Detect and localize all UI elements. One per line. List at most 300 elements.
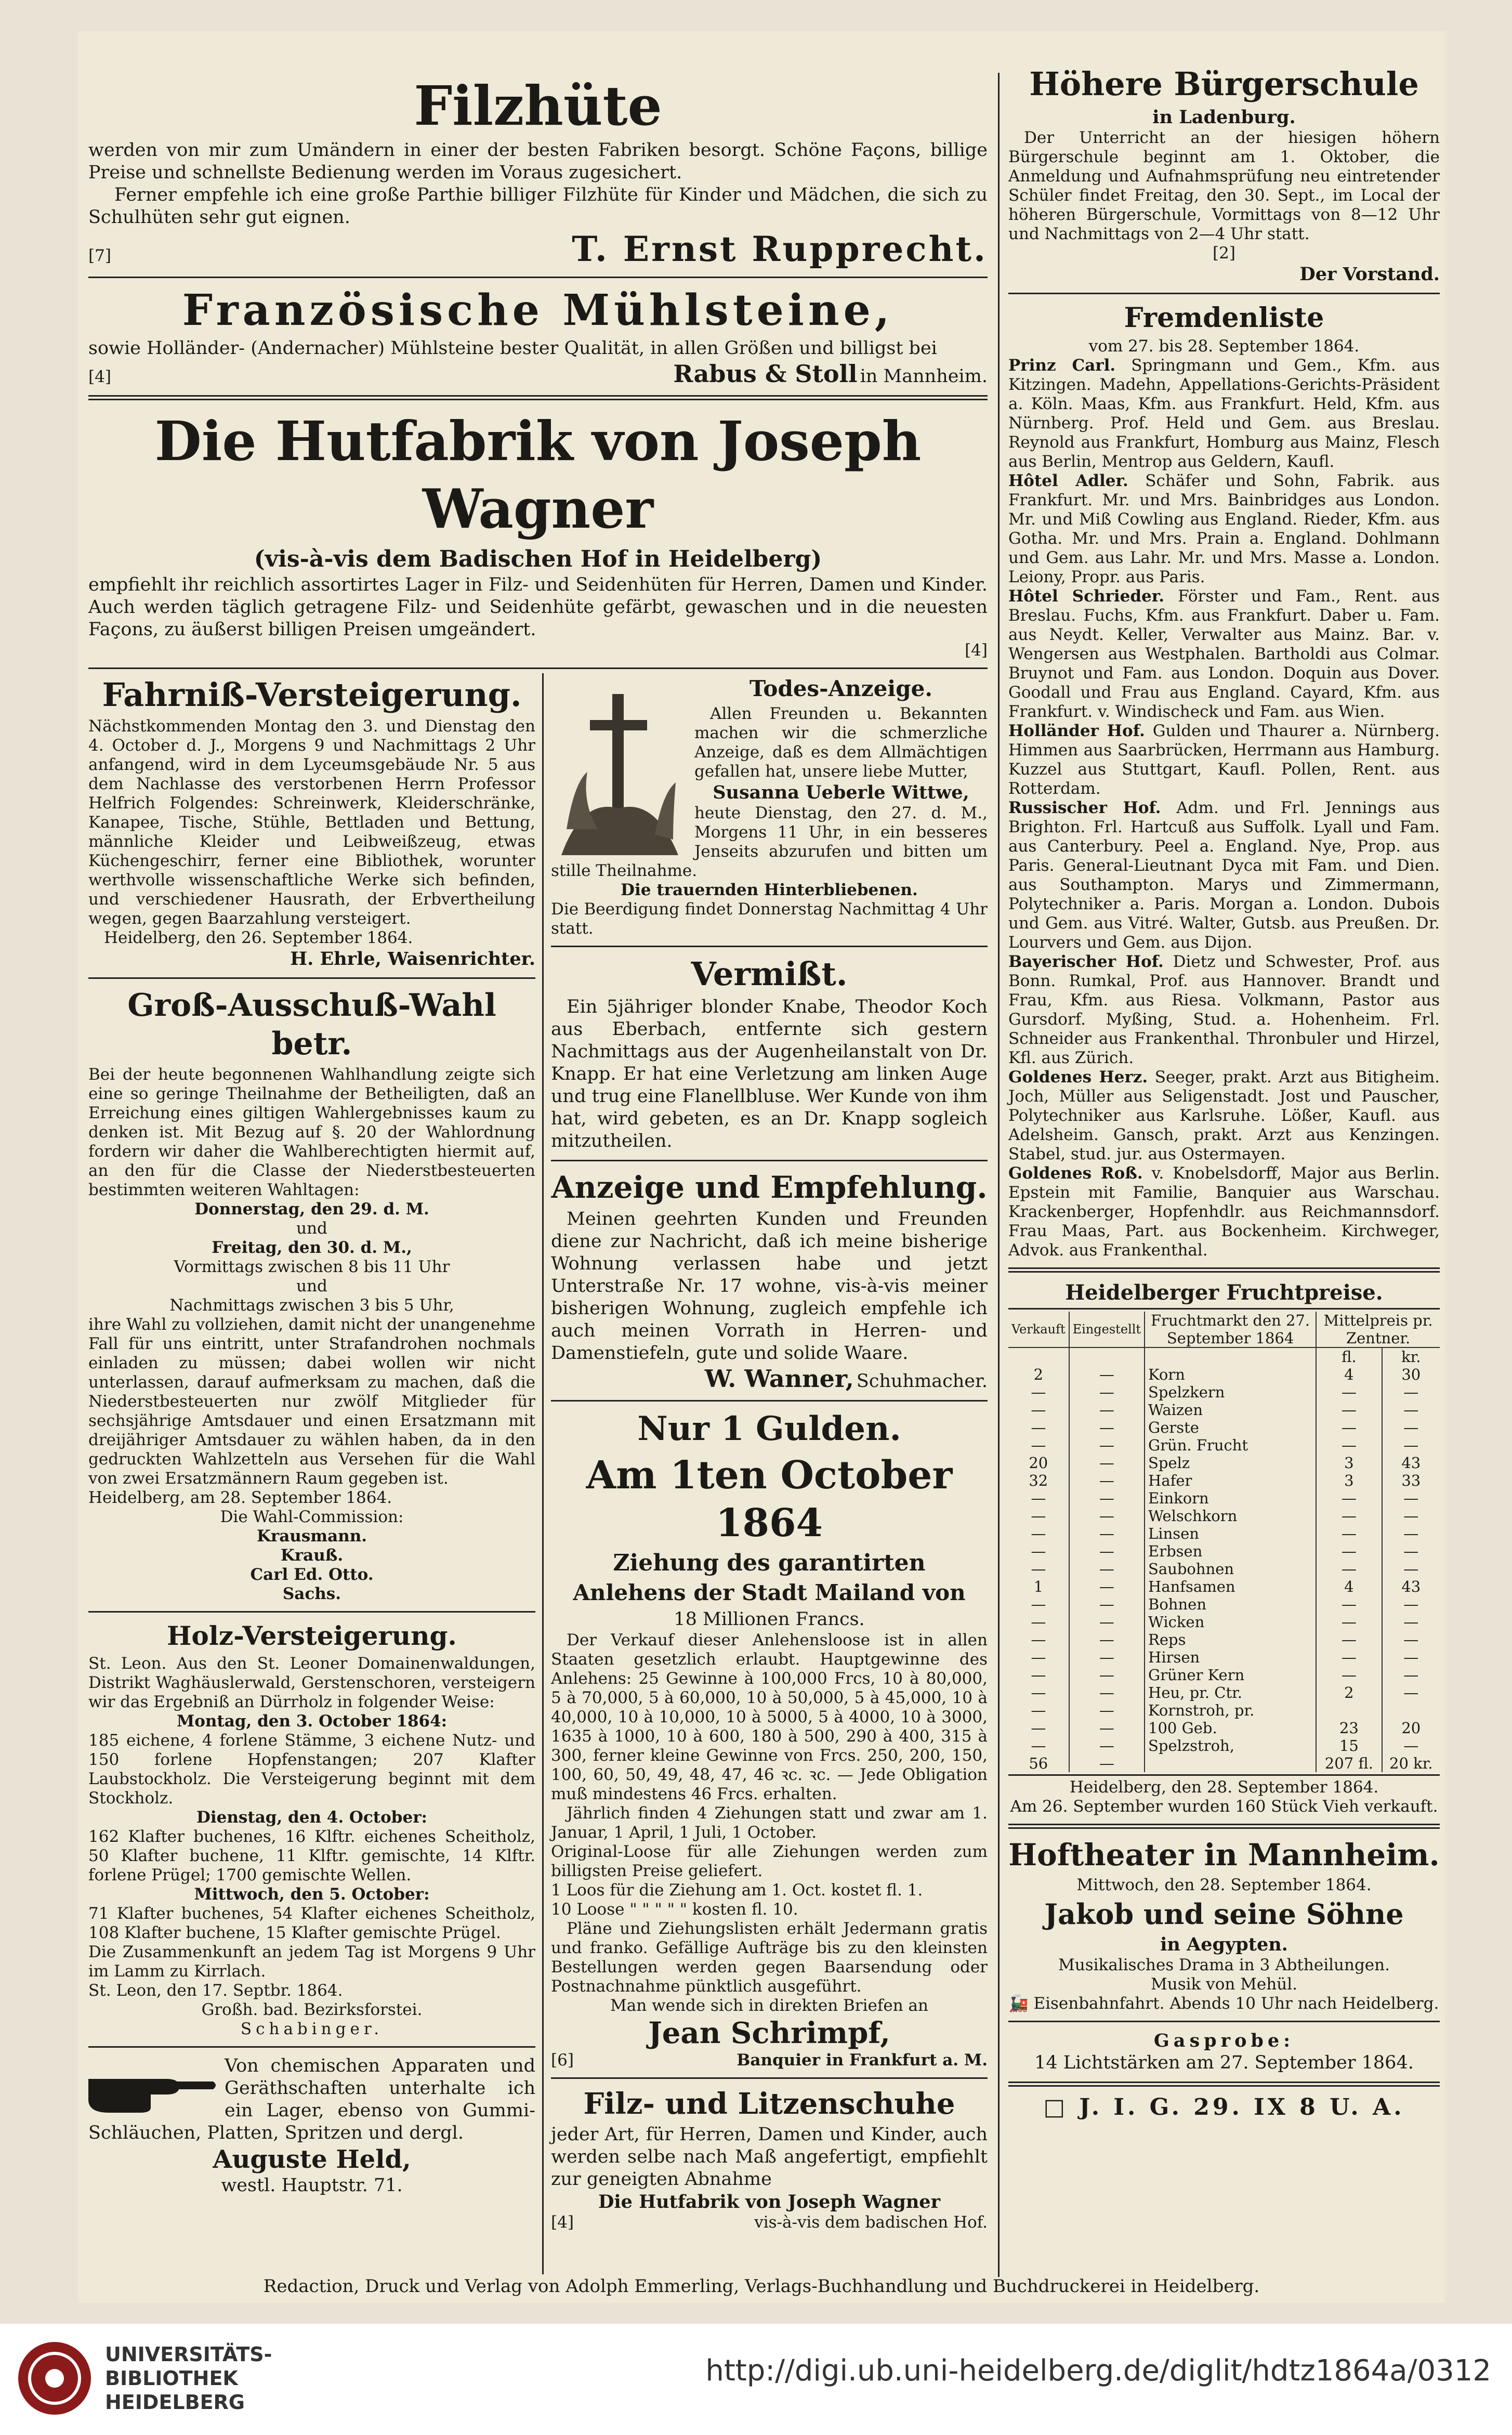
ad-text: 1 Loos für die Ziehung am 1. Oct. kostet fl. 1. <box>551 1881 923 1900</box>
table-cell: — <box>1403 1383 1419 1401</box>
table-cell: 3 <box>1316 1472 1382 1489</box>
table-cell: — <box>1008 1525 1069 1542</box>
table-cell: — <box>1069 1472 1145 1489</box>
table-cell: Spelz <box>1145 1454 1316 1472</box>
ad-text: Jährlich finden 4 Ziehungen statt und zwar am 1. Januar, 1 April, 1 Juli, 1 October. <box>551 1804 988 1842</box>
list-item <box>1008 356 1440 472</box>
hotel-name: Hôtel Schrieder. <box>1008 587 1165 606</box>
ad-title: Vermißt. <box>691 955 848 993</box>
table-row <box>1008 1436 1440 1454</box>
divider <box>88 667 988 669</box>
ad-day: Donnerstag, den 29. d. M. <box>194 1200 429 1219</box>
table-row <box>1008 1755 1440 1772</box>
ad-title: Groß-Ausschuß-Wahl betr. <box>127 987 496 1062</box>
table-cell: 100 Geb. <box>1145 1719 1316 1737</box>
ad-anzeige <box>551 1169 988 1393</box>
ad-name: Sachs. <box>282 1585 341 1603</box>
table-cell: — <box>1008 1613 1069 1631</box>
table-header: Mittelpreis pr. Zentner. <box>1316 1312 1440 1347</box>
ad-day: Dienstag, den 4. October: <box>196 1808 427 1827</box>
table-cell: Waizen <box>1145 1401 1316 1419</box>
ad-rail: 🚂 Eisenbahnfahrt. Abends 10 Uhr nach Heidelberg. <box>1008 1994 1439 2013</box>
divider <box>1008 1308 1440 1310</box>
grave-cross-illustration <box>551 678 686 855</box>
ad-lotterie <box>551 1409 988 2070</box>
table-cell: — <box>1403 1560 1419 1578</box>
ad-title: Französische Mühlsteine, <box>182 285 894 335</box>
table-cell: — <box>1069 1401 1145 1419</box>
ad-day: Freitag, den 30. d. M., <box>212 1238 412 1257</box>
ad-signature: Auguste Held, <box>213 2145 411 2174</box>
ad-vermisst <box>551 954 988 1153</box>
table-header-row <box>1008 1312 1440 1347</box>
ad-heading: Am 1ten October 1864 <box>586 1453 953 1546</box>
table-header: Verkauft <box>1008 1312 1069 1347</box>
ad-text: Der Verkauf dieser Anlehensloose ist in allen Staaten gesetzlich erlaubt. Hauptgewinne des Anlehens: 25 Gewinne à 100,000 Frcs, 10 à 80,000, 5 à 70,000, 5 à 60,000, 10 à 50,000, 5 à 45,000, 10 à 40,000, 10 à 10,000, 10 à 5000, 5 à 4000, 10 à 3000, 1635 à 1000, 10 à 600, 180 à 500, 290 à 400, 315 à 300, ferner kleine Gewinne von Frcs. 250, 200, 150, 100, 60, 50, 49, 48, 47, 46 ꝛc. ꝛc. — Jede Obligation muß mindestens 46 Frcs. erhalten. <box>551 1631 988 1803</box>
divider <box>1008 1774 1440 1776</box>
hotel-name: Hôtel Adler. <box>1008 472 1128 490</box>
ad-name: Krausmann. <box>256 1527 367 1546</box>
ad-place: in Mannheim. <box>860 366 988 387</box>
ad-title: Filz- und Litzenschuhe <box>583 2087 955 2121</box>
table-row <box>1008 1542 1440 1560</box>
left-subcolumn <box>88 673 535 2197</box>
table-cell: — <box>1316 1419 1382 1436</box>
ad-name: Schabinger. <box>240 2020 384 2038</box>
divider <box>1008 293 1440 294</box>
table-cell <box>1145 1755 1316 1772</box>
list-title: Fremdenliste <box>1124 302 1324 334</box>
table-row <box>1008 1578 1440 1595</box>
play-subtitle: in Aegypten. <box>1160 1934 1288 1955</box>
table-cell: — <box>1403 1631 1419 1648</box>
table-cell: 43 <box>1401 1454 1421 1472</box>
ad-gasprobe <box>1008 2030 1440 2074</box>
list-item <box>1008 472 1440 587</box>
right-column <box>1008 62 1440 2282</box>
divider <box>88 2046 535 2048</box>
table-row <box>1008 1366 1440 1383</box>
ad-title: Hoftheater in Mannheim. <box>1008 1837 1440 1873</box>
table-cell: — <box>1008 1737 1069 1755</box>
table-row <box>1008 1684 1440 1701</box>
table-cell <box>1316 1701 1382 1719</box>
ad-signature: H. Ehrle, Waisenrichter. <box>290 948 535 970</box>
ad-address: westl. Hauptstr. 71. <box>221 2175 403 2196</box>
table-cell: Wicken <box>1145 1613 1316 1631</box>
table-cell: 207 fl. <box>1316 1755 1382 1772</box>
table-cell: 4 <box>1316 1366 1382 1383</box>
ad-name: Susanna Ueberle Wittwe, <box>713 782 969 803</box>
table-cell: 2 <box>1008 1366 1069 1383</box>
table-cell: — <box>1069 1525 1145 1542</box>
table-cell: 23 <box>1316 1719 1382 1737</box>
table-row <box>1008 1525 1440 1542</box>
ad-signature: Die Hutfabrik von Joseph Wagner <box>598 2191 941 2213</box>
table-cell: — <box>1008 1489 1069 1507</box>
table-row <box>1008 1454 1440 1472</box>
permalink[interactable]: http://digi.ub.uni-heidelberg.de/diglit/hdtz1864a/0312 <box>705 2354 1491 2388</box>
ad-title: Filzhüte <box>414 74 662 138</box>
table-cell: — <box>1403 1436 1419 1454</box>
table-cell: — <box>1069 1560 1145 1578</box>
table-cell: — <box>1008 1631 1069 1648</box>
table-cell: — <box>1316 1666 1382 1684</box>
list-item <box>1008 1068 1440 1164</box>
list-item <box>1008 1164 1440 1260</box>
ad-text: St. Leon. Aus den St. Leoner Domainenwaldungen, Distrikt Waghäuslerwald, Gerstenschoren, versteigern wir das Ergebniß an Dürrholz in folgender Weise: <box>88 1654 535 1711</box>
table-cell: — <box>1069 1578 1145 1595</box>
ad-text: Von chemischen Apparaten und Geräthschaften unterhalte ich ein Lager, ebenso von Gummi-Schläuchen, Platten, Spritzen und dergl. <box>88 2056 535 2143</box>
table-cell: Kornstroh, pr. <box>1145 1701 1316 1719</box>
ad-hutfabrik <box>88 408 988 660</box>
ad-held <box>88 2055 535 2197</box>
table-cell: 43 <box>1401 1578 1421 1595</box>
table-row <box>1008 1472 1440 1489</box>
table-cell: Spelzstroh, <box>1145 1737 1316 1755</box>
table-row <box>1008 1613 1440 1631</box>
table-cell: — <box>1316 1489 1382 1507</box>
library-name: UNIVERSITÄTS- <box>105 2343 272 2366</box>
ad-text: 162 Klafter buchenes, 16 Klftr. eichenes Scheitholz, 50 Klafter buchene, 11 Klftr. gemischte, 14 Klftr. forlene Prügel; 1700 gemischte Wellen. <box>88 1827 535 1884</box>
table-date: Heidelberg, den 28. September 1864. <box>1069 1778 1379 1797</box>
ad-number: [4] <box>551 2213 574 2232</box>
table-cell: — <box>1403 1542 1419 1560</box>
ad-text: empfiehlt ihr reichlich assortirtes Lager in Filz- und Seidenhüten für Herren, Damen und Kinder. Auch werden täglich getragene Filz- und Seidenhüte gefärbt, gewaschen und in die neuesten Façons, zu äußerst billigen Preisen umgeändert. <box>88 574 988 640</box>
main-columns <box>88 31 988 2282</box>
hotel-name: Goldenes Roß. <box>1008 1164 1143 1183</box>
table-row <box>1008 1401 1440 1419</box>
column-rule <box>542 673 544 2274</box>
table-cell: — <box>1008 1595 1069 1613</box>
table-cell: — <box>1069 1737 1145 1755</box>
ad-role: Schuhmacher. <box>856 1371 988 1392</box>
ad-buergerschule <box>1008 64 1440 285</box>
ad-title: Todes-Anzeige. <box>750 676 932 701</box>
table-cell: 15 <box>1316 1737 1382 1755</box>
table-title: Heidelberger Fruchtpreise. <box>1065 1280 1383 1305</box>
table-cell: Saubohnen <box>1145 1560 1316 1578</box>
table-cell: Heu, pr. Ctr. <box>1145 1684 1316 1701</box>
table-cell: — <box>1008 1666 1069 1684</box>
ad-title: Fahrniß-Versteigerung. <box>102 676 522 714</box>
table-row <box>1008 1631 1440 1648</box>
ad-number: [2] <box>1213 244 1235 263</box>
table-cell: — <box>1403 1401 1419 1419</box>
table-header: Eingestellt <box>1069 1312 1145 1347</box>
ad-title: Gasprobe: <box>1153 2030 1295 2051</box>
table-cell: — <box>1403 1666 1419 1684</box>
list-item <box>1008 587 1440 722</box>
ad-date: Mittwoch, den 28. September 1864. <box>1076 1876 1372 1894</box>
hotel-name: Russischer Hof. <box>1008 798 1161 817</box>
unit-label: fl. <box>1316 1347 1382 1366</box>
ad-heading: 18 Millionen Francs. <box>674 1609 865 1630</box>
ad-filzhuete <box>88 31 988 269</box>
ad-day: Nachmittags zwischen 3 bis 5 Uhr, <box>169 1296 454 1315</box>
table-row <box>1008 1719 1440 1737</box>
table-row <box>1008 1507 1440 1525</box>
ad-address: vis-à-vis dem badischen Hof. <box>754 2213 988 2232</box>
table-cell: Bohnen <box>1145 1595 1316 1613</box>
list-item <box>1008 952 1440 1068</box>
ad-hoftheater <box>1008 1836 1440 2013</box>
guest-text: Schäfer und Sohn, Fabrik. aus Frankfurt. Mr. und Mrs. Bainbridges aus London. Mr. und Miß Cowling aus England. Rieder, Kfm. aus Gotha. Mr. und Mrs. Prain a. England. Dohlmann und Gem. aus Lahr. Mr. und Mrs. Masse a. London. Leiony, Propr. aus Paris. <box>1008 472 1440 586</box>
ad-text: 185 eichene, 4 forlene Stämme, 3 eichene Nutz- und 150 forlene Hopfenstangen; 207 Klafter Laubstockholz. Die Versteigerung beginnt mit dem Stockholz. <box>88 1731 535 1808</box>
ad-text: Nächstkommenden Montag den 3. und Dienstag den 4. October d. J., Morgens 9 und Nachmittags 2 Uhr anfangend, wird in dem Lyceumsgebäude Nr. 5 aus dem Nachlasse des verstorbenen Herrn Professor Helfrich Folgendes: Schreinwerk, Kleiderschränke, Kanapee, Tische, Stühle, Bettladen und Bettung, männliche Kleider und Leibweißzeug, etwas Küchengeschirr, ferner eine Bibliothek, worunter werthvolle wissenschaftliche Werke sich befinden, und verschiedener Hausrath, der Erbvertheilung wegen, gegen Baarzahlung versteigert. <box>88 717 535 928</box>
ad-signature: Die trauernden Hinterbliebenen. <box>621 881 918 899</box>
ad-text: 71 Klafter buchenes, 54 Klafter eichenes Scheitholz, 108 Klafter buchene, 15 Klafter gemischte Prügel. <box>88 1904 535 1942</box>
table-cell: Reps <box>1145 1631 1316 1648</box>
table-row <box>1008 1648 1440 1666</box>
table-cell: — <box>1316 1507 1382 1525</box>
column-rule <box>998 73 1000 2277</box>
play-genre: Musikalisches Drama in 3 Abtheilungen. <box>1058 1956 1390 1974</box>
ad-signature: Der Vorstand. <box>1299 264 1440 285</box>
train-icon: 🚂 <box>1008 1994 1034 2013</box>
table-cell: 2 <box>1316 1684 1382 1701</box>
table-cell: — <box>1069 1507 1145 1525</box>
table-cell: — <box>1069 1595 1145 1613</box>
table-cell: Welschkorn <box>1145 1507 1316 1525</box>
imprint: Redaction, Druck und Verlag von Adolph Emmerling, Verlags-Buchhandlung und Buchdruckerei in Heidelberg. <box>263 2276 1260 2297</box>
table-cell: 20 <box>1008 1454 1069 1472</box>
hotel-name: Prinz Carl. <box>1008 356 1116 375</box>
ad-day: Mittwoch, den 5. October: <box>194 1885 430 1904</box>
ad-text: Meinen geehrten Kunden und Freunden diene zur Nachricht, daß ich meine bisherige Wohnung verlassen habe und jetzt Unterstraße Nr. 17 wohne, vis-à-vis meiner bisherigen Wohnung, zugleich empfehle ich auch meinen Vorrath in Herren- und Damenstiefeln, gute und solide Waare. <box>551 1209 988 1364</box>
masonic-code: □ J. I. G. 29. IX 8 U. A. <box>1043 2094 1405 2120</box>
table-cell: — <box>1008 1560 1069 1578</box>
ad-day: Vormittags zwischen 8 bis 11 Uhr <box>174 1258 450 1276</box>
table-cell: — <box>1069 1454 1145 1472</box>
ad-authority: Großh. bad. Bezirksforstei. <box>201 2000 423 2019</box>
ad-text: Der Unterricht an der hiesigen höhern Bürgerschule beginnt am 1. Oktober, die Anmeldung und Aufnahmsprüfung neu eintretender Schüler findet Freitag, den 30. Sept., im Local der höheren Bürgerschule, Vormittags von 8—12 Uhr und Nachmittags von 2—4 Uhr statt. <box>1008 128 1440 243</box>
table-cell: — <box>1069 1613 1145 1631</box>
table-note: Am 26. September wurden 160 Stück Vieh verkauft. <box>1010 1797 1438 1816</box>
divider <box>88 395 988 400</box>
table-cell: — <box>1008 1436 1069 1454</box>
table-cell: — <box>1069 1755 1145 1772</box>
library-footer <box>0 2324 1512 2435</box>
table-cell: — <box>1316 1525 1382 1542</box>
ad-title: Holz-Versteigerung. <box>167 1620 457 1651</box>
table-cell: — <box>1008 1419 1069 1436</box>
table-cell: — <box>1008 1401 1069 1419</box>
table-units-row <box>1008 1347 1440 1366</box>
table-cell: 56 <box>1008 1755 1069 1772</box>
ad-number: [4] <box>965 641 988 660</box>
library-name: BIBLIOTHEK <box>105 2367 238 2390</box>
ad-number: [4] <box>88 368 111 386</box>
ad-text: Pläne und Ziehungslisten erhält Jedermann gratis und franko. Gefällige Aufträge bis zu den kleinsten Bestellungen werden gegen Baarsendung oder Postnachnahme pünktlich ausgeführt. <box>551 1919 988 1996</box>
table-cell: — <box>1403 1648 1419 1666</box>
ad-text: Allen Freunden u. Bekannten machen wir die schmerzliche Anzeige, daß es dem Allmächtigen gefallen hat, unsere liebe Mutter, <box>694 704 988 781</box>
ad-heading: Ziehung des garantirten <box>613 1550 926 1576</box>
ad-text: heute Dienstag, den 27. d. M., Morgens 11 Uhr, in ein besseres Jenseits abzurufen und bitten um stille Theilnahme. <box>551 804 988 880</box>
table-row <box>1008 1666 1440 1684</box>
table-cell: — <box>1316 1613 1382 1631</box>
right-subcolumn <box>551 673 988 2232</box>
table-cell: — <box>1316 1436 1382 1454</box>
ad-number: [7] <box>88 246 111 265</box>
ad-day: Montag, den 3. October 1864: <box>176 1712 448 1731</box>
table-cell: — <box>1008 1684 1069 1701</box>
ad-fahrniss <box>88 675 535 970</box>
list-item <box>1008 798 1440 952</box>
table-cell: Hirsen <box>1145 1648 1316 1666</box>
divider <box>551 1400 988 1402</box>
table-row <box>1008 1701 1440 1719</box>
table-cell: — <box>1008 1383 1069 1401</box>
play-music: Musik von Mehül. <box>1151 1975 1297 1994</box>
divider <box>551 2077 988 2079</box>
divider <box>88 277 988 278</box>
ad-day: und <box>296 1277 327 1295</box>
table-cell: — <box>1069 1542 1145 1560</box>
ad-text: Man wende sich in direkten Briefen an <box>610 1996 928 2015</box>
price-table <box>1008 1312 1440 1772</box>
ad-signature: T. Ernst Rupprecht. <box>572 229 988 269</box>
ad-text: 10 Loose " " " " " kosten fl. 10. <box>551 1900 798 1919</box>
table-header: Fruchtmarkt den 27. September 1864 <box>1145 1312 1316 1347</box>
price-table-body <box>1008 1366 1440 1772</box>
table-cell: — <box>1069 1631 1145 1648</box>
ad-number: [6] <box>551 2051 574 2070</box>
table-cell: — <box>1069 1719 1145 1737</box>
guest-text: Dietz und Schwester, Prof. aus Bonn. Rumkal, Prof. aus Hannover. Brandt und Frau, Kfm. aus Riesa. Volkmann, Pastor aus Gursdorf. Myßing, Stud. a. Hohenheim. Frl. Schneider aus Frankenthal. Thronbuler und Hirzel, Kfl. aus Zürich. <box>1008 952 1440 1067</box>
ad-text: Bei der heute begonnenen Wahlhandlung zeigte sich eine so geringe Theilnahme der Betheiligten, daß an Erreichung eines giltigen Wahlergebnisses kaum zu denken ist. Mit Bezug auf §. 20 der Wahlordnung fordern wir daher die Wahlberechtigten hiermit auf, an den für die Classe der Niederstbesteuerten bestimmten weiteren Wahltagen: <box>88 1065 535 1199</box>
ad-heading: Nur 1 Gulden. <box>637 1409 901 1448</box>
ad-todes <box>551 675 988 938</box>
table-row <box>1008 1383 1440 1401</box>
table-cell: Grüner Kern <box>1145 1666 1316 1684</box>
table-cell: — <box>1069 1383 1145 1401</box>
table-cell: — <box>1008 1507 1069 1525</box>
table-cell: — <box>1316 1542 1382 1560</box>
table-cell: — <box>1403 1613 1419 1631</box>
table-cell: — <box>1403 1737 1419 1755</box>
ad-title: Die Hutfabrik von Joseph Wagner <box>154 409 922 541</box>
list-dates: vom 27. bis 28. September 1864. <box>1088 337 1360 356</box>
library-logo[interactable] <box>16 2339 272 2417</box>
guest-text: Förster und Fam., Rent. aus Breslau. Fuchs, Kfm. aus Frankfurt. Daber u. Fam. aus Neydt. Keller, Verwalter aus Mainz. Bar. v. Wengersen aus Westphalen. Bartholdi aus Colmar. Bruynot und Fam. aus London. Doquin aus Dover. Goodall und Frau aus England. Cayard, Kfm. aus Frankfurt. v. Windischeck und Fam. aus Wien. <box>1008 587 1440 721</box>
table-cell: — <box>1008 1648 1069 1666</box>
ad-text: ihre Wahl zu vollziehen, damit nicht der unangenehme Fall für uns eintritt, unter Strafandrohen nochmals einladen zu müssen; dabei wollen wir nicht unterlassen, darauf aufmerksam zu machen, daß die Niederstbesteuerten nur zwölf Mitglieder für sechsjährige Amtsdauer und einen Ersatzmann mit dreijähriger Amtsdauer zu wählen haben, da in den gedruckten Wahlzetteln aus Versehen für die Wahl von zwei Ersatzmännern Raum gegeben ist. <box>88 1315 535 1488</box>
table-cell: Linsen <box>1145 1525 1316 1542</box>
table-cell: — <box>1403 1489 1419 1507</box>
ad-commission: Die Wahl-Commission: <box>220 1508 404 1526</box>
ad-signature: W. Wanner, <box>704 1365 854 1393</box>
table-cell: 33 <box>1401 1472 1421 1489</box>
university-seal-icon <box>16 2339 94 2417</box>
table-cell: Grün. Frucht <box>1145 1436 1316 1454</box>
table-cell: — <box>1403 1525 1419 1542</box>
guest-text: Springmann und Gem., Kfm. aus Kitzingen. Madehn, Appellations-Gerichts-Präsident a. Köln. Maas, Kfm. aus Frankfurt. Held, Kfm. aus Nürnberg. Prof. Held und Gem. aus Breslau. Reynold aus Frankfurt, Homburg aus Mainz, Flesch aus Berlin, Mentrop aus Geldern, Kaufl. <box>1008 356 1440 471</box>
table-cell: — <box>1069 1648 1145 1666</box>
table-cell: — <box>1316 1648 1382 1666</box>
table-cell: — <box>1069 1701 1145 1719</box>
ad-signature: Rabus & Stoll <box>673 360 858 388</box>
table-cell: Hafer <box>1145 1472 1316 1489</box>
table-cell: — <box>1316 1631 1382 1648</box>
table-row <box>1008 1595 1440 1613</box>
divider <box>1008 2081 1440 2087</box>
ad-text: Ein 5jähriger blonder Knabe, Theodor Koch aus Eberbach, entfernte sich gestern Nachmittags aus der Augenheilanstalt von Dr. Knapp. Er hat eine Verletzung am linken Auge und trug eine Flanellbluse. Wer Kunde von ihm hat, wird gebeten, es an Dr. Knapp sogleich mitzutheilen. <box>551 997 988 1151</box>
table-cell: — <box>1069 1684 1145 1701</box>
table-cell: — <box>1069 1419 1145 1436</box>
ad-holz <box>88 1620 535 2039</box>
table-cell: — <box>1403 1684 1419 1701</box>
ad-muehlsteine <box>88 285 988 388</box>
table-cell: — <box>1008 1701 1069 1719</box>
table-row <box>1008 1419 1440 1436</box>
table-cell: — <box>1316 1383 1382 1401</box>
table-cell: — <box>1008 1542 1069 1560</box>
ad-date: St. Leon, den 17. Septbr. 1864. <box>88 1981 343 2000</box>
table-cell: — <box>1316 1595 1382 1613</box>
divider <box>88 1611 535 1613</box>
fremdenliste <box>1008 302 1440 1260</box>
ad-subtitle: (vis-à-vis dem Badischen Hof in Heidelberg) <box>254 546 822 572</box>
divider <box>1008 1824 1440 1829</box>
table-cell: Gerste <box>1145 1419 1316 1436</box>
table-cell: 20 <box>1401 1719 1421 1737</box>
table-cell: — <box>1069 1436 1145 1454</box>
divider <box>551 946 988 947</box>
pointing-hand-icon <box>88 2058 218 2115</box>
table-cell: 20 kr. <box>1389 1755 1433 1772</box>
table-cell: 1 <box>1008 1578 1069 1595</box>
divider <box>88 977 535 979</box>
table-row <box>1008 1489 1440 1507</box>
ad-text: sowie Holländer- (Andernacher) Mühlsteine bester Qualität, in allen Größen und billigst bei <box>88 338 937 359</box>
table-cell: — <box>1069 1489 1145 1507</box>
fruchtpreise <box>1008 1280 1440 1816</box>
table-cell: 4 <box>1316 1578 1382 1595</box>
ad-filzschuhe <box>551 2086 988 2232</box>
guest-text: Seeger, prakt. Arzt aus Bitigheim. Joch, Müller aus Seligenstadt. Jost und Pauscher, Polytechniker aus Karlsruhe. Lößer, Kaufl. aus Adelsheim. Gansch, prakt. Arzt aus Kenzingen. Stabel, stud. jur. aus Ostermayen. <box>1008 1068 1440 1163</box>
ad-text: Die Zusammenkunft an jedem Tag ist Morgens 9 Uhr im Lamm zu Kirrlach. <box>88 1943 535 1981</box>
table-cell: — <box>1403 1507 1419 1525</box>
ad-footer: Die Beerdigung findet Donnerstag Nachmittag 4 Uhr statt. <box>551 900 988 938</box>
guest-text: Gulden und Thaurer a. Nürnberg. Himmen aus Saarbrücken, Herrmann aus Hamburg. Kuzzel aus Stuttgart, Kaufl. Pollen, Rent. aus Rotterdam. <box>1008 722 1440 798</box>
table-cell <box>1382 1701 1440 1719</box>
divider <box>1008 2021 1440 2022</box>
library-name: HEIDELBERG <box>105 2391 245 2414</box>
divider <box>551 1160 988 1161</box>
table-cell: 3 <box>1316 1454 1382 1472</box>
ad-grossausschuss <box>88 986 535 1604</box>
ad-text: werden von mir zum Umändern in einer der besten Fabriken besorgt. Schöne Façons, billige Preise und schnellste Bedienung werden im Voraus zugesichert. <box>88 140 988 183</box>
hotel-name: Goldenes Herz. <box>1008 1068 1148 1086</box>
table-cell: — <box>1403 1595 1419 1613</box>
ad-title: Anzeige und Empfehlung. <box>551 1170 988 1205</box>
play-title: Jakob und seine Söhne <box>1044 1897 1404 1931</box>
table-cell: Spelzkern <box>1145 1383 1316 1401</box>
unit-label: kr. <box>1401 1348 1421 1366</box>
table-row <box>1008 1560 1440 1578</box>
ad-text: 14 Lichtstärken am 27. September 1864. <box>1034 2052 1414 2073</box>
guest-text: v. Knobelsdorff, Major aus Berlin. Epstein mit Familie, Banquier aus Warschau. Krackenberger, Hopfenhdlr. aus Reichmannsdorf. Frau Maas, Part. aus Bockenheim. Kirchweger, Advok. aus Frankenthal. <box>1008 1164 1440 1260</box>
ad-text: jeder Art, für Herren, Damen und Kinder, auch werden selbe nach Maß angefertigt, empfiehlt zur geneigten Abnahme <box>551 2124 988 2190</box>
table-cell: Hanfsamen <box>1145 1578 1316 1595</box>
hotel-name: Bayerischer Hof. <box>1008 952 1164 971</box>
divider <box>1008 1267 1440 1273</box>
ad-heading: Anlehens der Stadt Mailand von <box>573 1580 966 1605</box>
guest-text: Adm. und Frl. Jennings aus Brighton. Frl. Hartcuß aus Suffolk. Lyall und Fam. aus Canterbury. Peel a. England. Nye, Prop. aus Paris. General-Lieutnant Dyca mit Fam. und Dien. aus Southampton. Marys und Zimmermann, Polytechniker a. Paris. Morgan a. London. Dubois und Gem. aus Vitré. Walter, Gutsb. aus Preußen. Dr. Lourvers und Gem. aus Dijon. <box>1008 798 1440 952</box>
ad-name: Carl Ed. Otto. <box>250 1565 374 1584</box>
ad-name: Krauß. <box>280 1546 344 1565</box>
